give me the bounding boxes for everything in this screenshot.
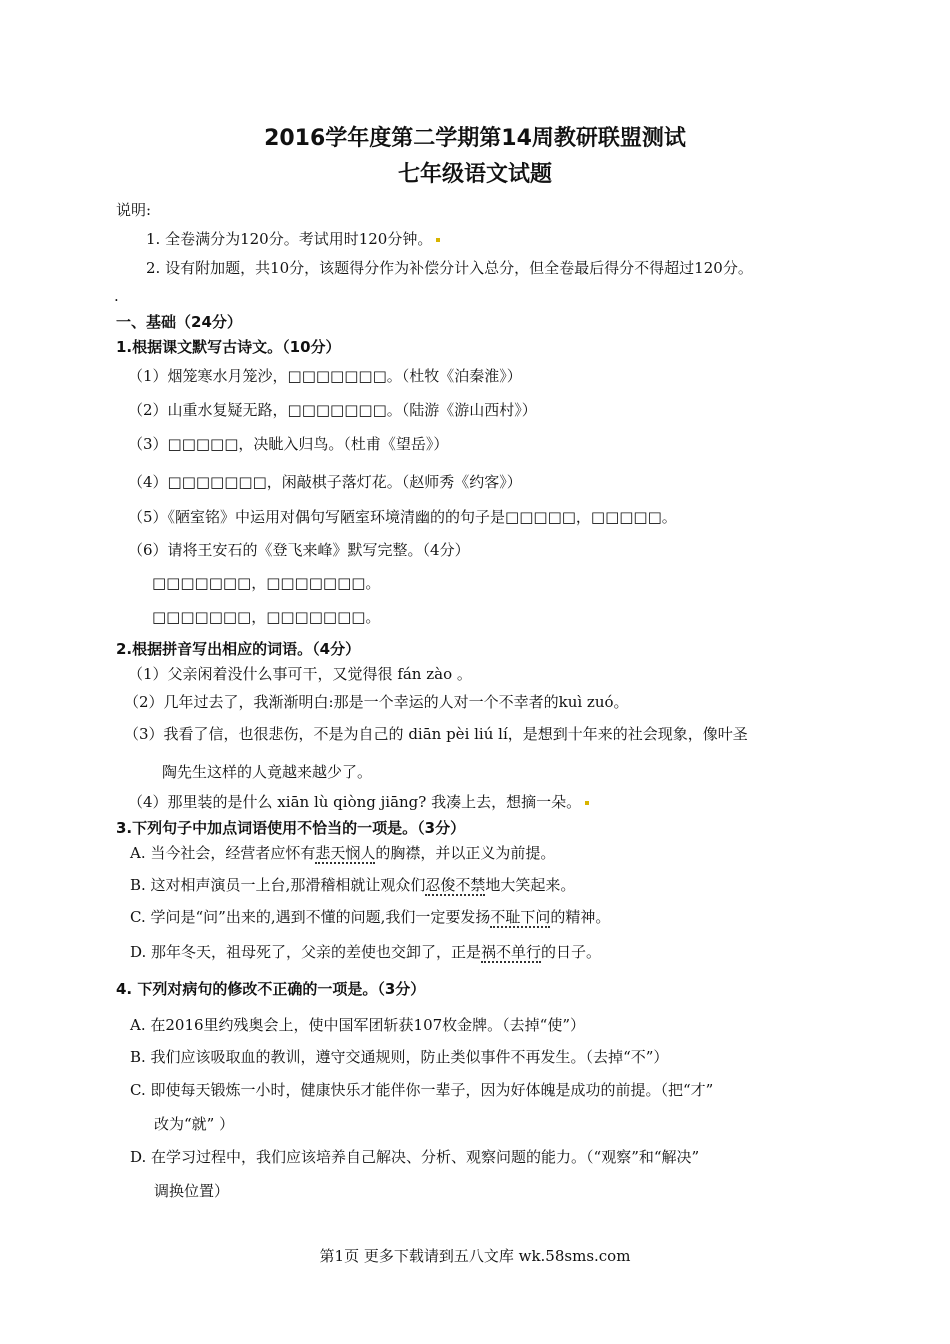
option-text: 的精神。 — [550, 908, 611, 926]
stray-dot: . — [114, 287, 119, 305]
q3-option-b — [130, 875, 575, 895]
q1-item: （2）山重水复疑无路，□□□□□□□。（陆游《游山西村》） — [128, 401, 537, 419]
question-2-heading: 2.根据拼音写出相应的词语。（4分） — [116, 640, 361, 658]
q2-item-text: （4）那里装的是什么 xiān lù qiòng jiāng? 我凑上去，想摘一朵。 — [128, 793, 582, 811]
q3-option-c — [130, 907, 610, 927]
q3-option-a — [130, 843, 555, 863]
option-text: D. 那年冬天，祖母死了，父亲的差使也交卸了，正是 — [130, 943, 482, 961]
page-footer: 第1页 更多下载请到五八文库 wk.58sms.com — [319, 1247, 631, 1265]
q2-item-continued: 陶先生这样的人竟越来越少了。 — [162, 763, 373, 781]
dotted-phrase: 祸不单行 — [481, 943, 542, 961]
instructions-label: 说明: — [116, 201, 152, 219]
q4-option-d-continued: 调换位置） — [154, 1182, 230, 1200]
q2-item: （2）几年过去了，我渐渐明白:那是一个幸运的人对一个不幸者的kuì zuó。 — [124, 693, 629, 711]
q4-option-c-continued: 改为“就” ） — [154, 1115, 235, 1133]
q4-option-a: A. 在2016里约残奥会上，使中国军团斩获107枚金牌。（去掉“使”） — [130, 1016, 586, 1034]
q2-item: （3）我看了信，也很悲伤，不是为自己的 diān pèi liú lí，是想到十年来的社会现象，像叶圣 — [124, 725, 748, 743]
q1-item: （1）烟笼寒水月笼沙，□□□□□□□。（杜牧《泊秦淮》） — [128, 367, 522, 385]
q1-item: （6）请将王安石的《登飞来峰》默写完整。（4分） — [128, 541, 470, 559]
instruction-number: 2. — [146, 259, 161, 277]
q1-blank-line: □□□□□□□，□□□□□□□。 — [152, 574, 381, 592]
q4-option-c: C. 即使每天锻炼一小时，健康快乐才能伴你一辈子，因为好体魄是成功的前提。（把“才” — [130, 1081, 714, 1099]
q1-item: （3）□□□□□，决眦入归鸟。（杜甫《望岳》） — [128, 435, 449, 453]
option-text: 地大笑起来。 — [485, 876, 576, 894]
instruction-text: 全卷满分为120分。考试用时120分钟。 — [165, 230, 433, 248]
q2-item: （1）父亲闲着没什么事可干，又觉得很 fán zào 。 — [128, 665, 472, 683]
option-text: 的胸襟，并以正义为前提。 — [375, 844, 556, 862]
option-text: C. 学问是“问”出来的,遇到不懂的问题,我们一定要发扬 — [130, 908, 491, 926]
dotted-phrase: 忍俊不禁 — [425, 876, 486, 894]
question-4-heading: 4. 下列对病句的修改不正确的一项是。（3分） — [116, 980, 426, 998]
instruction-text: 设有附加题，共10分，该题得分作为补偿分计入总分，但全卷最后得分不得超过120分。 — [165, 259, 753, 277]
option-text: B. 这对相声演员一上台,那滑稽相就让观众们 — [130, 876, 426, 894]
q3-option-d — [130, 942, 601, 962]
stray-mark — [436, 238, 440, 242]
dotted-phrase: 不耻下问 — [490, 908, 551, 926]
instruction-item-2 — [146, 258, 753, 278]
q2-item — [128, 792, 589, 812]
exam-subtitle: 七年级语文试题 — [397, 162, 552, 187]
exam-title: 2016学年度第二学期第14周教研联盟测试 — [264, 126, 686, 151]
section-heading: 一、基础（24分） — [116, 313, 242, 331]
option-text: A. 当今社会，经营者应怀有 — [130, 844, 316, 862]
question-1-heading: 1.根据课文默写古诗文。（10分） — [116, 338, 341, 356]
q4-option-d: D. 在学习过程中，我们应该培养自己解决、分析、观察问题的能力。（“观察”和“解决” — [130, 1148, 700, 1166]
q1-item: （4）□□□□□□□，闲敲棋子落灯花。（赵师秀《约客》） — [128, 473, 522, 491]
stray-mark — [585, 801, 589, 805]
q1-blank-line: □□□□□□□，□□□□□□□。 — [152, 608, 381, 626]
instruction-item-1 — [146, 229, 440, 249]
instruction-number: 1. — [146, 230, 161, 248]
q4-option-b: B. 我们应该吸取血的教训，遵守交通规则，防止类似事件不再发生。（去掉“不”） — [130, 1048, 669, 1066]
q1-item: （5）《陋室铭》中运用对偶句写陋室环境清幽的的句子是□□□□□，□□□□□。 — [128, 508, 677, 526]
question-3-heading: 3.下列句子中加点词语使用不恰当的一项是。（3分） — [116, 819, 466, 837]
option-text: 的日子。 — [541, 943, 602, 961]
dotted-phrase: 悲天悯人 — [315, 844, 376, 862]
